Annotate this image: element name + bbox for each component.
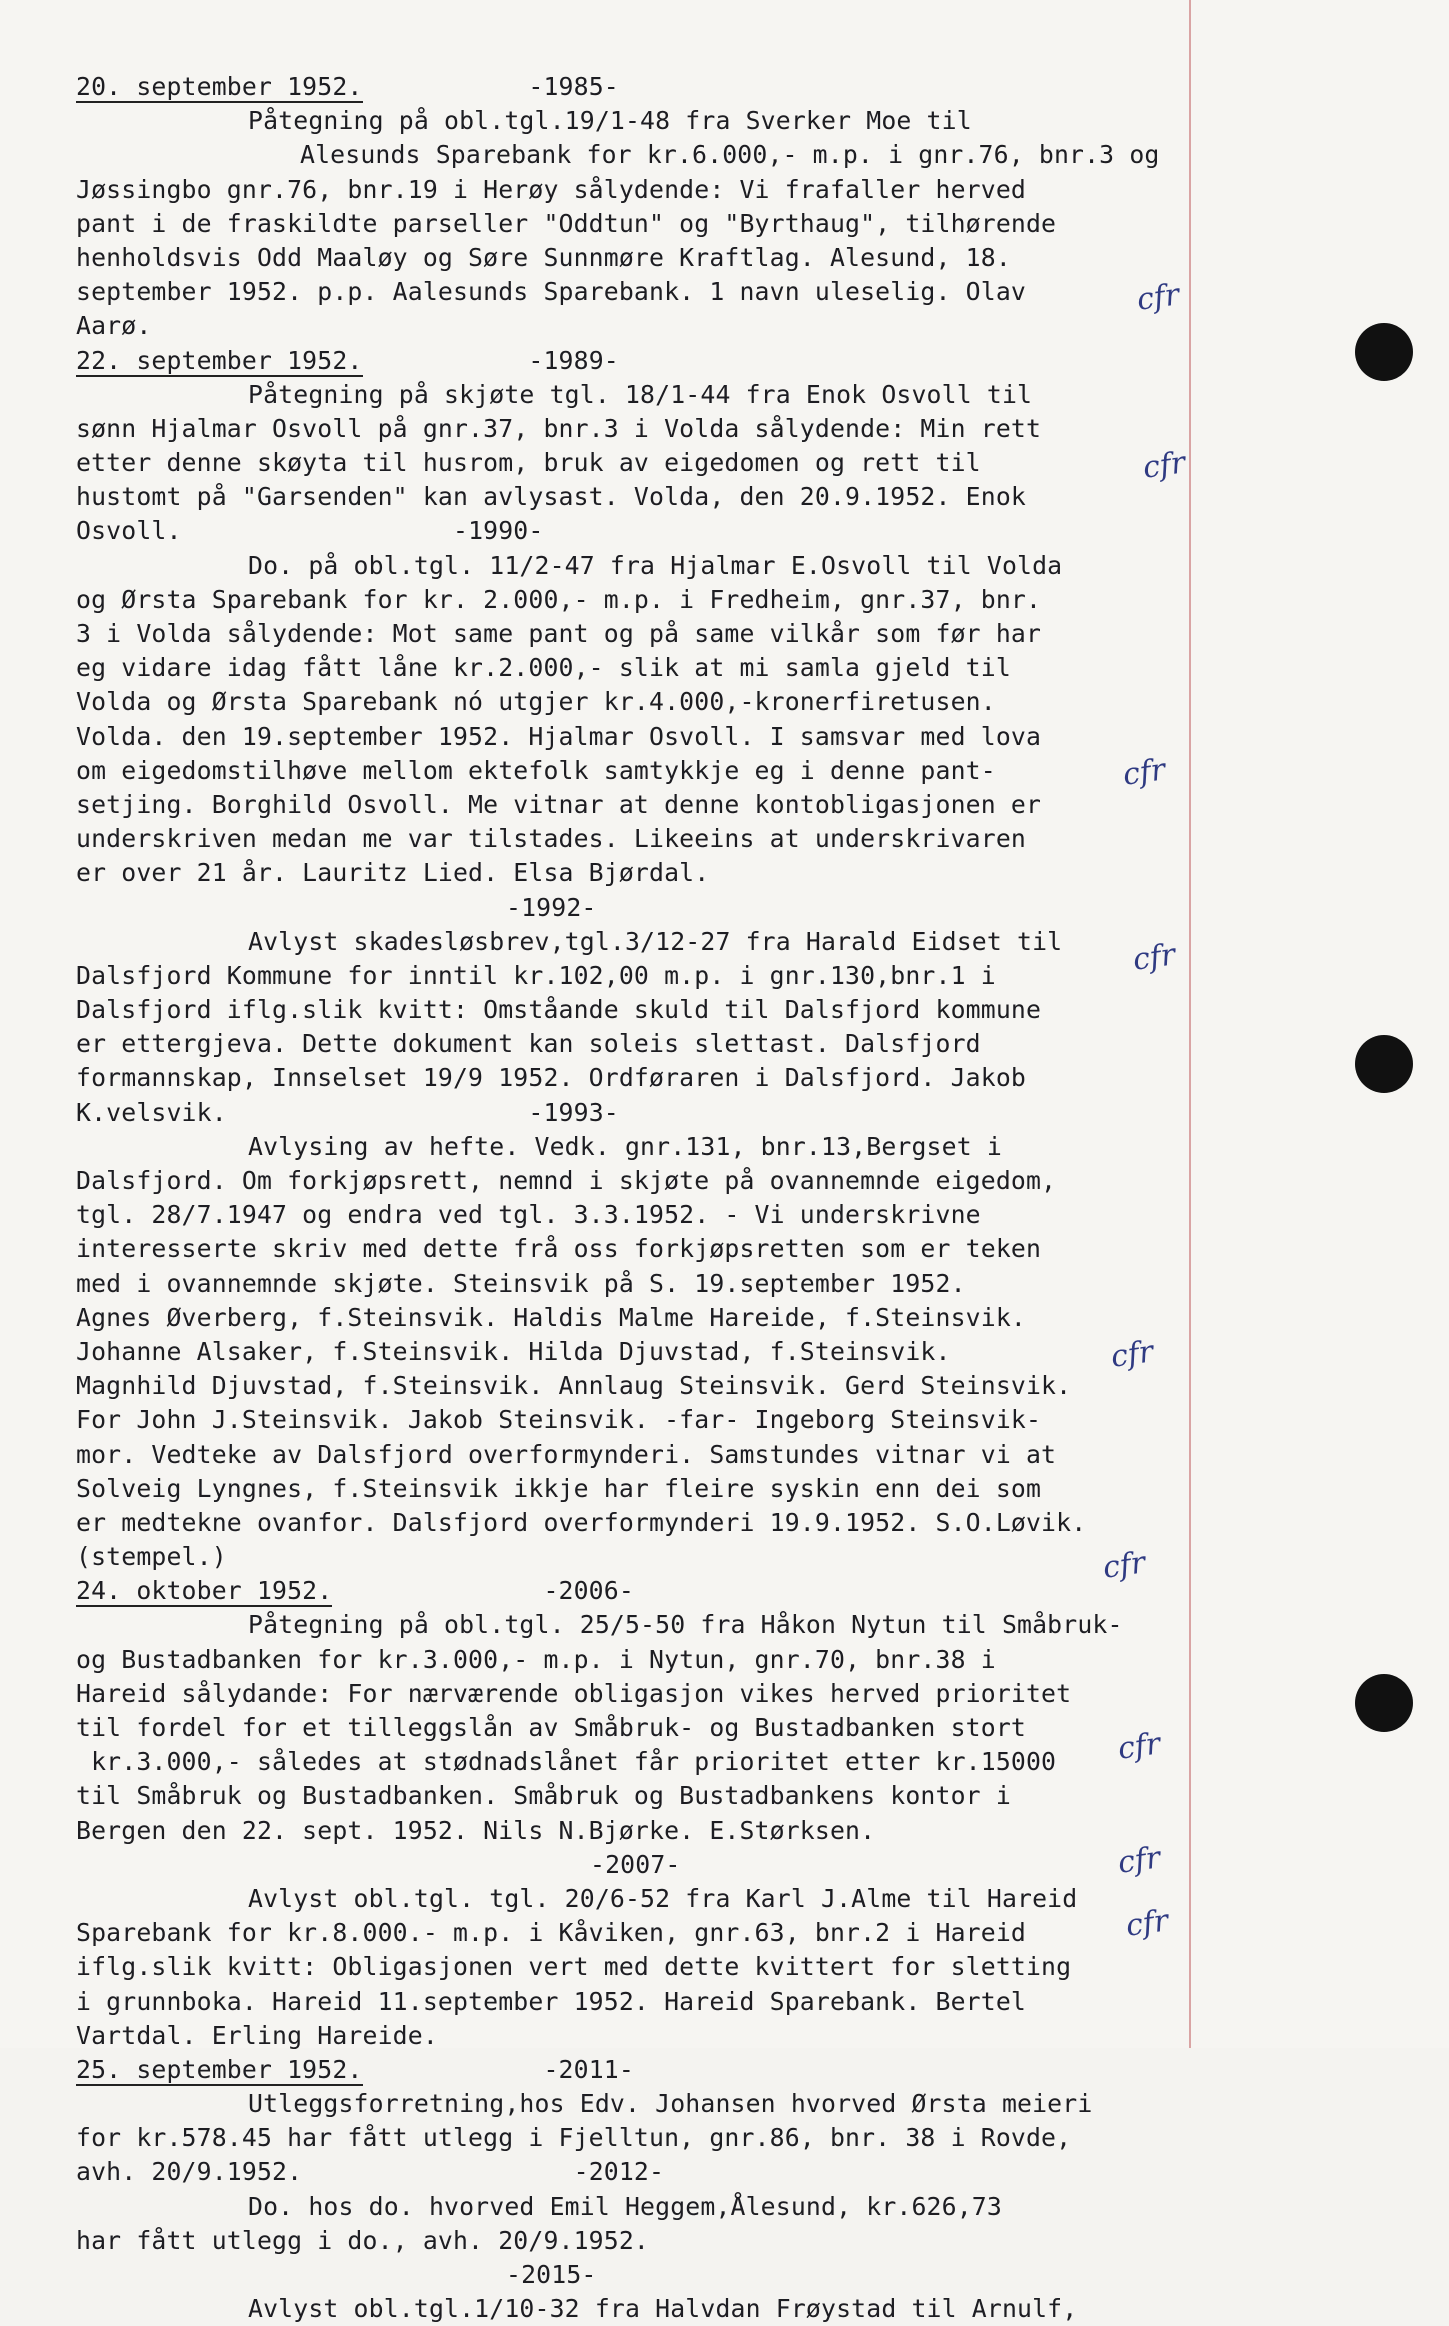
text-line [76,617,1192,651]
text-line [76,1745,1192,1779]
text-line [76,891,1192,925]
line-text: Utleggsforretning,hos Edv. Johansen hvorved Ørsta meieri [248,2089,1093,2119]
margin-initials: cfr [1134,277,1182,318]
text-line [76,1198,1192,1232]
text-line [76,1335,1192,1369]
text-line [76,104,1192,138]
text-line [76,1267,1192,1301]
line-text: september 1952. p.p. Aalesunds Sparebank. 1 navn uleselig. Olav [76,277,1026,307]
text-line [76,241,1192,275]
text-line [76,1950,1192,1984]
text-line [76,446,1192,480]
punch-hole [1355,1035,1413,1093]
margin-initials: cfr [1115,1840,1163,1881]
line-text: til Småbruk og Bustadbanken. Småbruk og Bustadbankens kontor i [76,1781,1011,1811]
entry-date: 24. oktober 1952. [76,1576,333,1606]
line-text: eg vidare idag fått låne kr.2.000,- slik at mi samla gjeld til [76,653,1011,683]
text-line [76,1643,1192,1677]
line-text: etter denne skøyta til husrom, bruk av eigedomen og rett til [76,448,981,478]
text-line [76,1096,1192,1130]
text-line [76,514,1192,548]
line-text: avh. 20/9.1952. [76,2157,303,2187]
line-text: sønn Hjalmar Osvoll på gnr.37, bnr.3 i Volda sålydende: Min rett [76,413,1042,443]
text-line [76,1711,1192,1745]
text-line [76,2190,1192,2224]
line-text: hustomt på "Garsenden" kan avlysast. Volda, den 20.9.1952. Enok [76,482,1026,512]
line-text: Hareid sålydande: For nærværende obligasjon vikes herved prioritet [76,1678,1072,1708]
line-text: Påtegning på skjøte tgl. 18/1-44 fra Enok Osvoll til [248,379,1033,409]
text-line [76,2292,1192,2326]
line-text: For John J.Steinsvik. Jakob Steinsvik. -far- Ingeborg Steinsvik- [76,1405,1042,1435]
line-text: er ettergjeva. Dette dokument kan soleis slettast. Dalsfjord [76,1029,981,1059]
text-line [76,754,1192,788]
entry-number: -2006- [332,1576,634,1606]
line-text: iflg.slik kvitt: Obligasjonen vert med dette kvittert for sletting [76,1952,1072,1982]
line-text: Påtegning på obl.tgl. 25/5-50 fra Håkon Nytun til Småbruk- [248,1610,1123,1640]
line-text: Avlysing av hefte. Vedk. gnr.131, bnr.13,Bergset i [248,1131,1002,1161]
text-line [76,1301,1192,1335]
line-text: Dalsfjord iflg.slik kvitt: Omståande skuld til Dalsfjord kommune [76,995,1042,1025]
text-line [76,138,1192,172]
text-line [76,1540,1192,1574]
line-text: Aarø. [76,311,152,341]
entry-number: -1990- [181,516,544,546]
line-text: -2007- [590,1849,681,1879]
text-line [76,309,1192,343]
document-text [76,70,1192,2326]
line-text: underskriven medan me var tilstades. Likeeins at underskrivaren [76,824,1026,854]
text-line [76,1438,1192,1472]
margin-initials: cfr [1120,752,1168,793]
line-text: Dalsfjord Kommune for inntil kr.102,00 m.p. i gnr.130,bnr.1 i [76,960,996,990]
line-text: er medtekne ovanfor. Dalsfjord overformynderi 19.9.1952. S.O.Løvik. [76,1507,1087,1537]
line-text: Avlyst obl.tgl.1/10-32 fra Halvdan Frøystad til Arnulf, [248,2294,1078,2324]
text-line [76,685,1192,719]
text-line [76,549,1192,583]
line-text: mor. Vedteke av Dalsfjord overformynderi. Samstundes vitnar vi at [76,1439,1057,1469]
line-text: Alesunds Sparebank for kr.6.000,- m.p. i gnr.76, bnr.3 og [300,140,1160,170]
text-line [76,173,1192,207]
text-line [76,1369,1192,1403]
line-text: Avlyst obl.tgl. tgl. 20/6-52 fra Karl J.Alme til Hareid [248,1883,1078,1913]
line-text: Osvoll. [76,516,182,546]
line-text: Bergen den 22. sept. 1952. Nils N.Bjørke. E.Størksen. [76,1815,876,1845]
text-line [76,2224,1192,2258]
line-text: (stempel.) [76,1542,227,1572]
margin-initials: cfr [1123,1903,1171,1944]
text-line [76,583,1192,617]
text-line [76,2155,1192,2189]
text-line [76,1472,1192,1506]
entry-number: -1985- [362,72,619,101]
line-text: Avlyst skadesløsbrev,tgl.3/12-27 fra Harald Eidset til [248,926,1063,956]
text-line [76,378,1192,412]
text-line [76,70,1192,104]
text-line [76,1232,1192,1266]
line-text: henholdsvis Odd Maaløy og Søre Sunnmøre Kraftlag. Alesund, 18. [76,242,1011,272]
line-text: Volda og Ørsta Sparebank nó utgjer kr.4.000,-kronerfiretusen. [76,687,996,717]
text-line [76,1677,1192,1711]
line-text: formannskap, Innselset 19/9 1952. Ordføraren i Dalsfjord. Jakob [76,1063,1026,1093]
line-text: og Ørsta Sparebank for kr. 2.000,- m.p. i Fredheim, gnr.37, bnr. [76,584,1042,614]
text-line [76,2053,1192,2087]
entry-date: 25. september 1952. [76,2054,363,2084]
line-text: kr.3.000,- således at stødnadslånet får prioritet etter kr.15000 [76,1747,1057,1777]
entry-number: -1993- [226,1097,619,1127]
line-text: og Bustadbanken for kr.3.000,- m.p. i Nytun, gnr.70, bnr.38 i [76,1644,996,1674]
line-text: til fordel for et tilleggslån av Småbruk- og Bustadbanken stort [76,1713,1026,1742]
text-line [76,959,1192,993]
text-line [76,344,1192,378]
margin-initials: cfr [1108,1334,1156,1375]
text-line [76,720,1192,754]
punch-hole [1355,323,1413,381]
line-text: Solveig Lyngnes, f.Steinsvik ikkje har fleire syskin enn dei som [76,1473,1042,1503]
line-text: Do. på obl.tgl. 11/2-47 fra Hjalmar E.Osvoll til Volda [248,550,1063,580]
text-line [76,1814,1192,1848]
text-line [76,1027,1192,1061]
line-text: for kr.578.45 har fått utlegg i Fjelltun, gnr.86, bnr. 38 i Rovde, [76,2123,1072,2153]
text-line [76,1985,1192,2019]
line-text: K.velsvik. [76,1097,227,1127]
text-line [76,822,1192,856]
text-line [76,856,1192,890]
text-line [76,1779,1192,1813]
text-line [76,925,1192,959]
line-text: Påtegning på obl.tgl.19/1-48 fra Sverker Moe til [248,106,972,136]
line-text: Vartdal. Erling Hareide. [76,2020,438,2050]
text-line [76,2121,1192,2155]
entry-number: -2012- [302,2157,665,2187]
entry-date: 22. september 1952. [76,345,363,375]
line-text: Magnhild Djuvstad, f.Steinsvik. Annlaug Steinsvik. Gerd Steinsvik. [76,1371,1072,1401]
text-line [76,1130,1192,1164]
line-text: Dalsfjord. Om forkjøpsrett, nemnd i skjøte på ovannemnde eigedom, [76,1166,1057,1195]
line-text: er over 21 år. Lauritz Lied. Elsa Bjørdal. [76,858,710,888]
line-text: med i ovannemnde skjøte. Steinsvik på S. 19.september 1952. [76,1268,966,1298]
line-text: pant i de fraskildte parseller "Oddtun" og "Byrthaug", tilhørende [76,208,1057,238]
line-text: i grunnboka. Hareid 11.september 1952. Hareid Sparebank. Bertel [76,1986,1026,2016]
line-text: Sparebank for kr.8.000.- m.p. i Kåviken, gnr.63, bnr.2 i Hareid [76,1918,1026,1948]
margin-initials: cfr [1130,937,1178,978]
text-line [76,1608,1192,1642]
line-text: Johanne Alsaker, f.Steinsvik. Hilda Djuvstad, f.Steinsvik. [76,1336,951,1366]
text-line [76,207,1192,241]
margin-initials: cfr [1140,445,1188,486]
entry-date: 20. september 1952. [76,72,363,101]
text-line [76,1506,1192,1540]
line-text: tgl. 28/7.1947 og endra ved tgl. 3.3.1952. - Vi underskrivne [76,1200,981,1230]
line-text: -2015- [506,2260,597,2289]
line-text: Jøssingbo gnr.76, bnr.19 i Herøy sålydende: Vi frafaller herved [76,174,1026,204]
text-line [76,1061,1192,1095]
line-text: interesserte skriv med dette frå oss forkjøpsretten som er teken [76,1234,1042,1264]
text-line [76,412,1192,446]
margin-initials: cfr [1115,1726,1163,1767]
line-text: Do. hos do. hvorved Emil Heggem,Ålesund, kr.626,73 [248,2191,1002,2221]
text-line [76,1916,1192,1950]
line-text: 3 i Volda sålydende: Mot same pant og på same vilkår som før har [76,619,1042,648]
text-line [76,1848,1192,1882]
text-line [76,1164,1192,1198]
line-text: -1992- [506,892,597,922]
punch-hole [1355,1674,1413,1732]
text-line [76,788,1192,822]
margin-initials: cfr [1100,1545,1148,1586]
text-line [76,2258,1192,2292]
text-line [76,1882,1192,1916]
text-line [76,651,1192,685]
line-text: Agnes Øverberg, f.Steinsvik. Haldis Malme Hareide, f.Steinsvik. [76,1302,1026,1332]
text-line [76,993,1192,1027]
line-text: om eigedomstilhøve mellom ektefolk samtykkje eg i denne pant- [76,755,996,785]
line-text: Volda. den 19.september 1952. Hjalmar Osvoll. I samsvar med lova [76,721,1042,751]
entry-number: -2011- [362,2054,634,2084]
text-line [76,1574,1192,1608]
text-line [76,480,1192,514]
line-text: setjing. Borghild Osvoll. Me vitnar at denne kontobligasjonen er [76,789,1042,819]
entry-number: -1989- [362,345,619,375]
text-line [76,275,1192,309]
text-line [76,2087,1192,2121]
text-line [76,1403,1192,1437]
line-text: har fått utlegg i do., avh. 20/9.1952. [76,2225,650,2255]
